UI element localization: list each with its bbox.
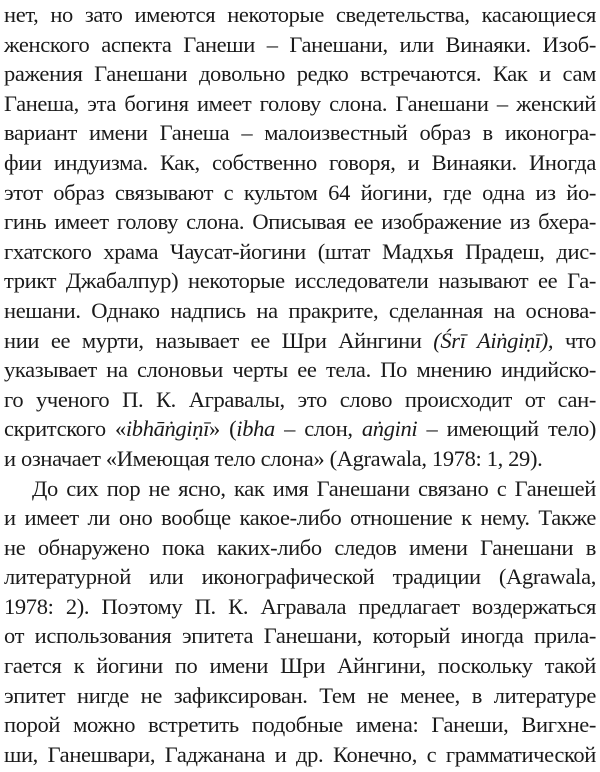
text-segment: от использования эпитета Ганешани, который иногда прила- [4,623,596,649]
text-segment: скритского « [4,416,126,442]
text-line [4,178,596,208]
text-line [4,296,596,326]
text-segment: – слон, [274,416,362,442]
text-segment: ражения Ганешани довольно редко встречаются. Как и сам [4,61,596,87]
text-line [4,266,596,296]
text-segment: трикт Джабалпур) некоторые исследователи называют ее Га- [4,268,596,294]
text-line [4,207,596,237]
text-line [4,59,596,89]
text-line [4,621,596,651]
italic-transliteration: (Śrī Aiṅgiṇī), [433,327,554,353]
text-segment: 1978: 2). Поэтому П. К. Агравала предлагает воздержаться [4,593,596,619]
text-line [4,326,596,356]
text-line [4,444,596,474]
text-line [4,740,596,770]
text-line [4,592,596,622]
italic-transliteration: aṅgini [361,416,418,442]
text-segment: этот образ связывают с культом 64 йогини, где одна из йо- [4,179,596,205]
text-line [4,710,596,740]
text-line [4,503,596,533]
italic-transliteration: ibhāṅgiṇī [125,416,210,442]
text-line [4,474,596,504]
italic-transliteration: ibha [236,416,275,442]
text-segment: что [553,327,596,353]
text-line [4,118,596,148]
text-segment: не обнаружено пока каких-либо следов имени Ганешани в [4,534,596,560]
text-line [4,562,596,592]
text-line [4,651,596,681]
text-line [4,355,596,385]
text-segment: нии ее мурти, называет ее Шри Айнгини [4,327,434,353]
text-line [4,385,596,415]
text-line [4,30,596,60]
text-segment: » ( [209,416,237,442]
text-line [4,148,596,178]
text-line [4,681,596,711]
text-segment: фии индуизма. Как, собственно говоря, и Винаяки. Иногда [4,149,596,175]
text-segment: эпитет нигде не зафиксирован. Тем не менее, в литературе [4,682,596,708]
text-line [4,0,596,30]
text-segment: порой можно встретить подобные имена: Ганеши, Вигхне- [4,712,596,738]
text-segment: До сих пор не ясно, как имя Ганешани связано с Ганешей [32,475,596,501]
text-segment: Ганеша, эта богиня имеет голову слона. Ганешани – женский [4,90,596,116]
text-segment: гинь имеет голову слона. Описывая ее изображение из бхера- [4,209,596,235]
text-segment: ши, Ганешвари, Гаджанана и др. Конечно, с грамматической [4,741,596,767]
text-line [4,414,596,444]
text-segment: нет, но зато имеются некоторые сведетельства, касающиеся [4,2,596,27]
text-segment: указывает на слоновьи черты ее тела. По мнению индийско- [4,357,596,383]
text-segment: го ученого П. К. Агравалы, это слово происходит от сан- [4,386,596,412]
text-line [4,237,596,267]
text-segment: и имеет ли оно вообще какое-либо отношение к нему. Также [4,505,596,531]
text-segment: – имеющий тело) [417,416,596,442]
text-segment: гхатского храма Чаусат-йогини (штат Мадхья Прадеш, дис- [4,238,596,264]
paragraph [4,0,596,474]
text-line [4,89,596,119]
text-segment: литературной или иконографической традиции (Agrawala, [4,564,596,590]
text-segment: нешани. Однако надпись на пракрите, сделанная на основа- [4,297,596,323]
text-segment: женского аспекта Ганеши – Ганешани, или Винаяки. Изоб- [4,31,596,57]
paragraph [4,474,596,770]
text-segment: гается к йогини по имени Шри Айнгини, поскольку такой [4,653,596,679]
text-segment: и означает «Имеющая тело слона» (Agrawala, 1978: 1, 29). [4,445,543,471]
text-line [4,533,596,563]
text-segment: вариант имени Ганеша – малоизвестный образ в иконогра- [4,120,596,146]
